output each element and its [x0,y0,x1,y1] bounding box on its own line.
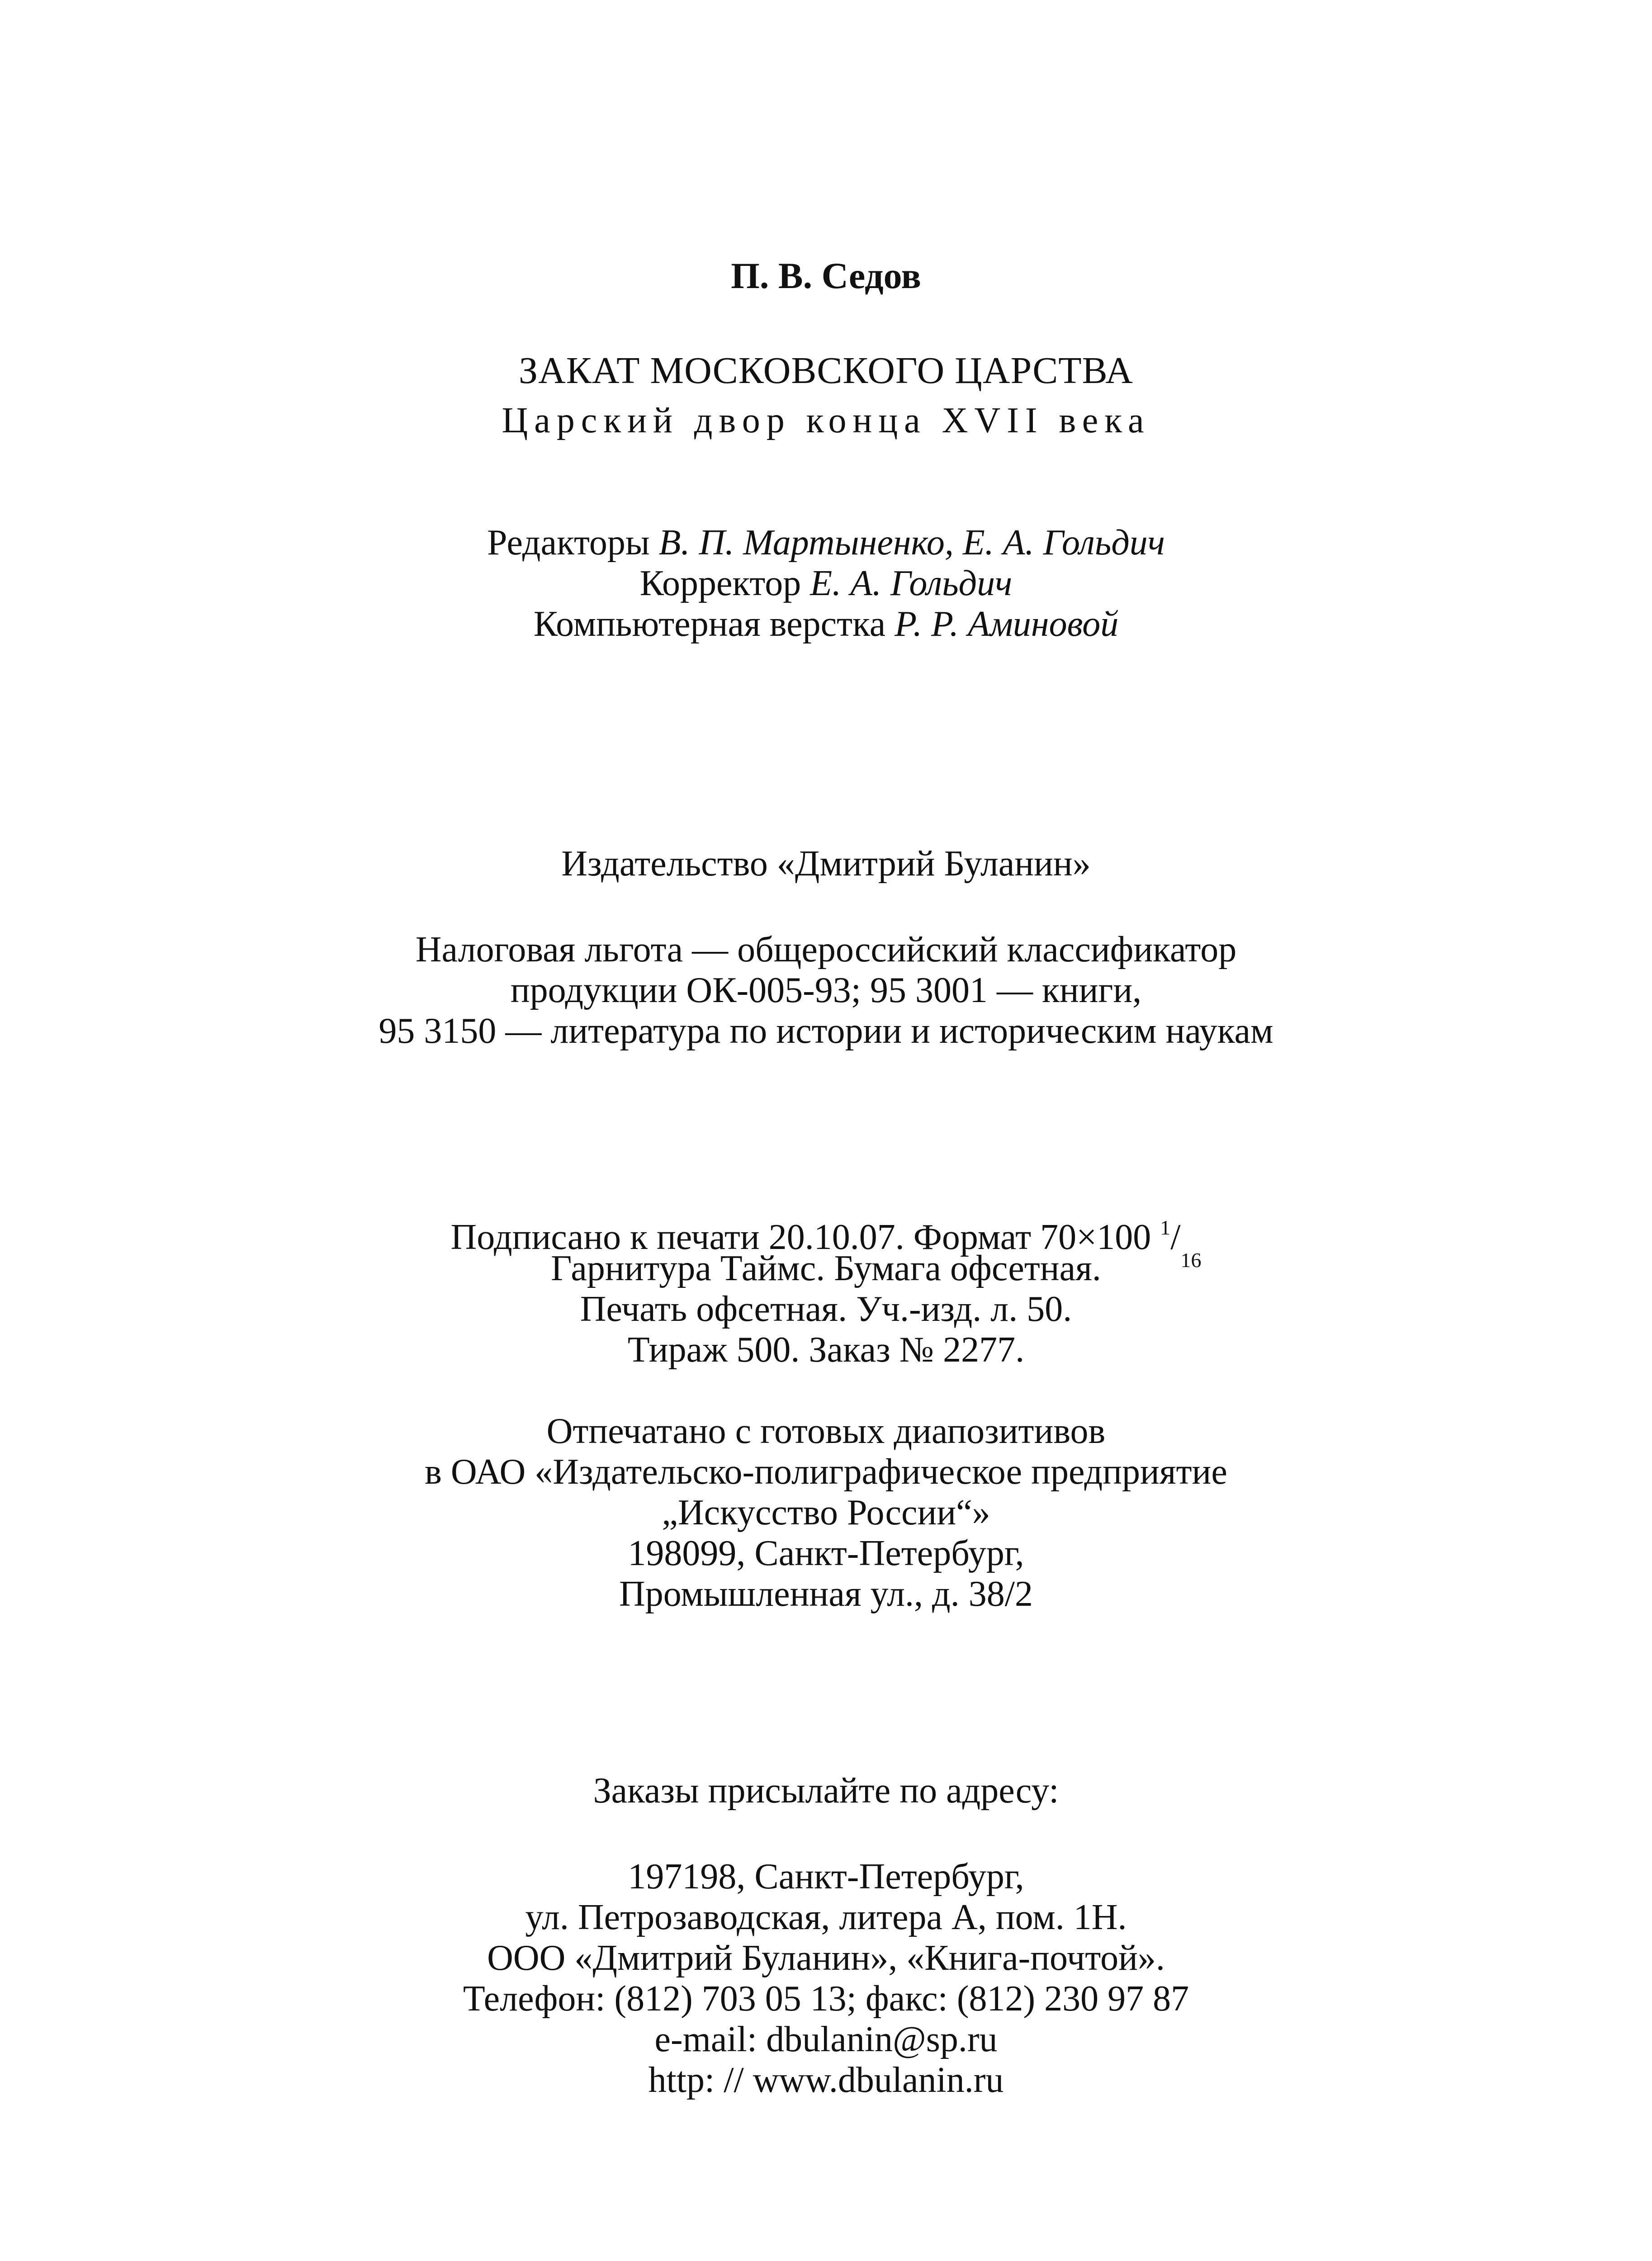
layout-name: Р. Р. Аминовой [895,604,1119,644]
print-line-run: Тираж 500. Заказ № 2277. [627,1330,1025,1370]
orders-phone: Телефон: (812) 703 05 13; факс: (812) 230 97 87 [463,1979,1189,2019]
printer-line-3: „Искусство России“» [662,1493,990,1533]
printer-line-5: Промышленная ул., д. 38/2 [619,1574,1033,1614]
orders-line-3: ООО «Дмитрий Буланин», «Книга-почтой». [487,1938,1165,1978]
orders-website: http: // www.dbulanin.ru [648,2060,1004,2100]
editors-names: В. П. Мартыненко, Е. А. Гольдич [658,523,1165,563]
tax-line-1: Налоговая льгота — общероссийский классификатор [415,930,1237,970]
author-name: П. В. Седов [731,255,921,296]
book-title: ЗАКАТ МОСКОВСКОГО ЦАРСТВА [519,350,1133,392]
format-denominator: 16 [1180,1249,1202,1272]
format-slash: / [1170,1217,1181,1257]
print-line-printing: Печать офсетная. Уч.-изд. л. 50. [580,1289,1072,1329]
editors-line [0,520,1652,565]
printer-line-1: Отпечатано с готовых диапозитивов [546,1411,1106,1451]
publisher-name: Издательство «Дмитрий Буланин» [561,844,1091,884]
format-numerator: 1 [1160,1216,1171,1239]
printer-line-2: в ОАО «Издательско-полиграфическое предприятие [425,1452,1227,1492]
print-line-typeface: Гарнитура Таймс. Бумага офсетная. [551,1249,1101,1288]
layout-line [0,601,1652,647]
orders-heading: Заказы присылайте по адресу: [593,1771,1059,1811]
print-signed-text: Подписано к печати 20.10.07. Формат 70×100 [450,1217,1151,1257]
book-subtitle: Царский двор конца XVII века [502,401,1150,440]
orders-line-1: 197198, Санкт-Петербург, [628,1857,1024,1897]
corrector-line [0,561,1652,606]
tax-line-2: продукции ОК-005-93; 95 3001 — книги, [510,970,1142,1010]
corrector-name: Е. А. Гольдич [810,563,1013,603]
printer-line-4: 198099, Санкт-Петербург, [628,1533,1024,1573]
orders-email: e-mail: dbulanin@sp.ru [654,2020,998,2059]
orders-line-2: ул. Петрозаводская, литера А, пом. 1Н. [525,1897,1127,1937]
editors-label: Редакторы [487,523,650,563]
corrector-label: Корректор [639,563,801,603]
layout-label: Компьютерная верстка [533,604,886,644]
tax-line-3: 95 3150 — литература по истории и историческим наукам [379,1011,1273,1051]
